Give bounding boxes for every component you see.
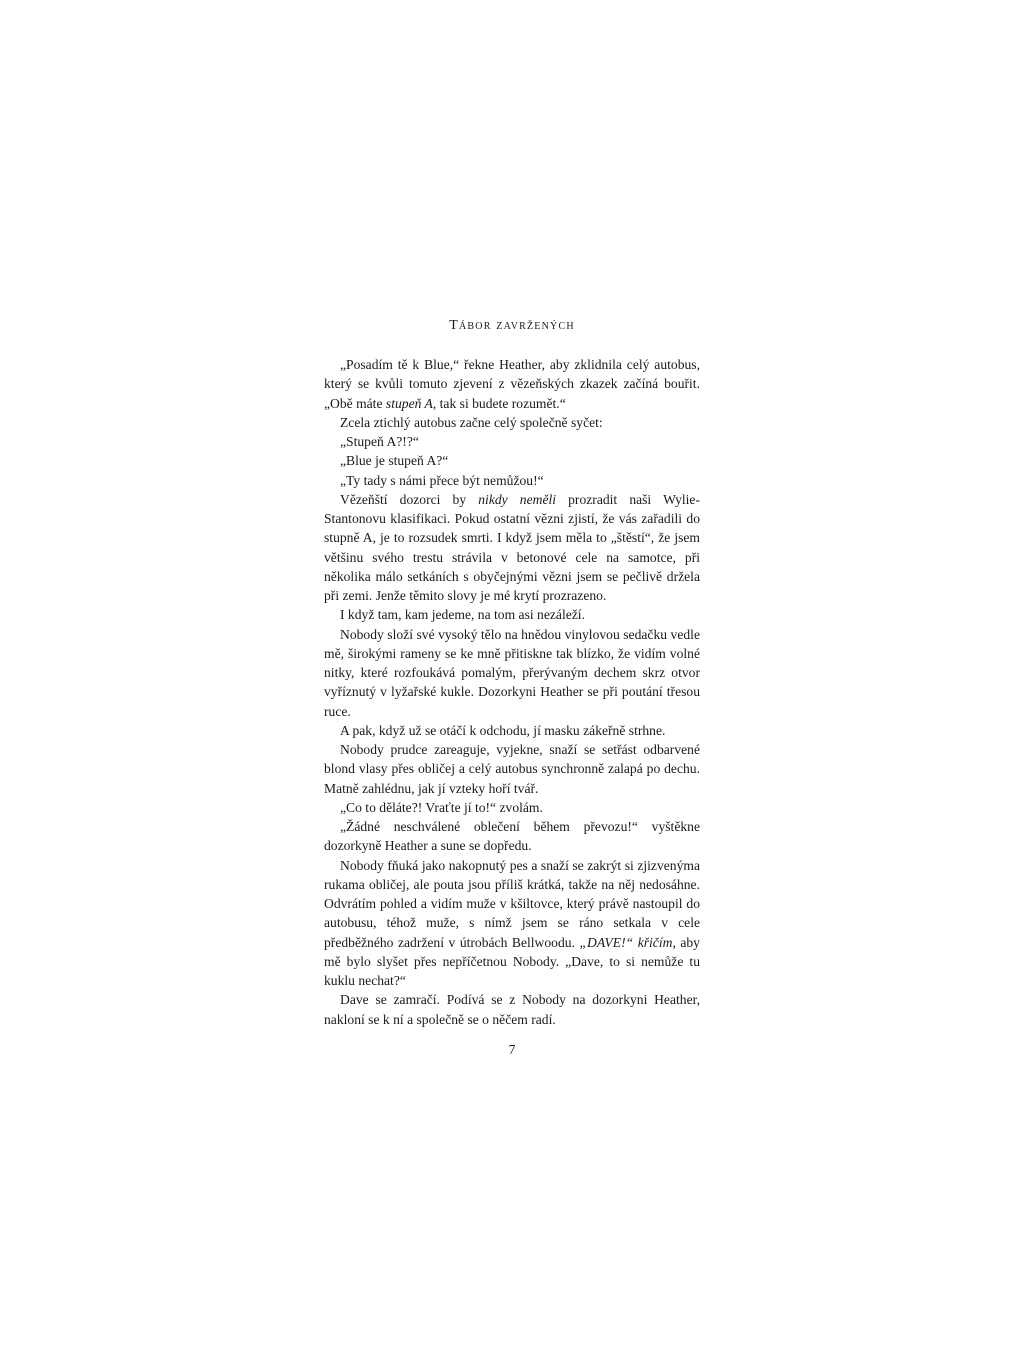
- emphasis-text: nikdy neměli: [478, 491, 557, 507]
- paragraph: „Žádné neschválené oblečení během převozu!“ vyštěkne dozorkyně Heather a sune se dopředu.: [324, 819, 700, 854]
- paragraph-text: , tak si budete rozumět.“: [432, 395, 566, 411]
- paragraph: „Ty tady s námi přece být nemůžou!“: [340, 472, 544, 488]
- paragraph: A pak, když už se otáčí k odchodu, jí masku zákeřně strhne.: [340, 722, 666, 738]
- paragraph: „Stupeň A?!?“: [340, 434, 419, 449]
- paragraph: Nobody složí své vysoký tělo na hnědou vinylovou sedačku vedle mě, širokými rameny se ke mně přitiskne tak blízko, že vidím volné nitky, které rozfoukává pomalým, přerývaným dechem skrz otvor vyříznutý v lyžařské kukle. Dozorkyni Heather se při poutání třesou ruce.: [324, 626, 700, 719]
- paragraph: [324, 856, 700, 991]
- paragraph-text: Vězeňští dozorci by: [340, 491, 479, 507]
- page-number: 7: [508, 1042, 516, 1057]
- paragraph: „Blue je stupeň A?“: [340, 453, 449, 469]
- paragraph: I když tam, kam jedeme, na tom asi nezáleží.: [340, 607, 585, 623]
- emphasis-text: „DAVE!“ křičím: [579, 934, 673, 950]
- paragraph: [324, 355, 700, 413]
- paragraph-text: , aby mě bylo slyšet přes nepříčetnou Nobody. „Dave, to si nemůže tu kuklu nechat?“: [324, 934, 700, 988]
- paragraph: [324, 490, 700, 606]
- paragraph: Dave se zamračí. Podívá se z Nobody na dozorkyni Heather, nakloní se k ní a společně se o něčem radí.: [324, 992, 700, 1027]
- paragraph-text: Nobody fňuká jako nakopnutý pes a snaží se zakrýt si zjizvenýma rukama obličej, ale pouta jsou příliš krátká, takže na něj nedosáhne. Odvrátím pohled a vidím muže v kšiltovce, který právě nastoupil do autobusu, téhož muže, s nímž jsem se ráno setkala v cele předběžného zadržení v útrobách Bellwoodu.: [324, 857, 700, 950]
- running-header: Tábor zavržených: [449, 318, 575, 333]
- emphasis-text: stupeň A: [385, 395, 433, 411]
- paragraph: Nobody prudce zareaguje, vyjekne, snaží se setřást odbarvené blond vlasy přes obličej a celý autobus synchronně zalapá po dechu. Matně zahlédnu, jak jí vzteky hoří tvář.: [324, 742, 700, 796]
- paragraph: „Co to děláte?! Vraťte jí to!“ zvolám.: [340, 799, 543, 815]
- paragraph: Zcela ztichlý autobus začne celý společně syčet:: [340, 414, 603, 430]
- paragraph-text: „Posadím tě k Blue,“ řekne Heather, aby zklidnila celý autobus, který se kvůli tomuto zjevení z vězeňských zkazek začíná bouřit. „Obě máte: [324, 357, 700, 411]
- paragraph-text: prozradit naši Wylie-Stantonovu klasifikaci. Pokud ostatní vězni zjistí, že vás zařadili do stupně A, je to rozsudek smrti. I když jsem měla to „štěstí“, že jsem většinu svého trestu strávila v betonové cele na samotce, při několika málo setkáních s obyčejnými vězni jsem se pečlivě držela při zemi. Jenže těmito slovy je mé krytí prozrazeno.: [324, 491, 700, 603]
- body-text: [324, 355, 700, 1029]
